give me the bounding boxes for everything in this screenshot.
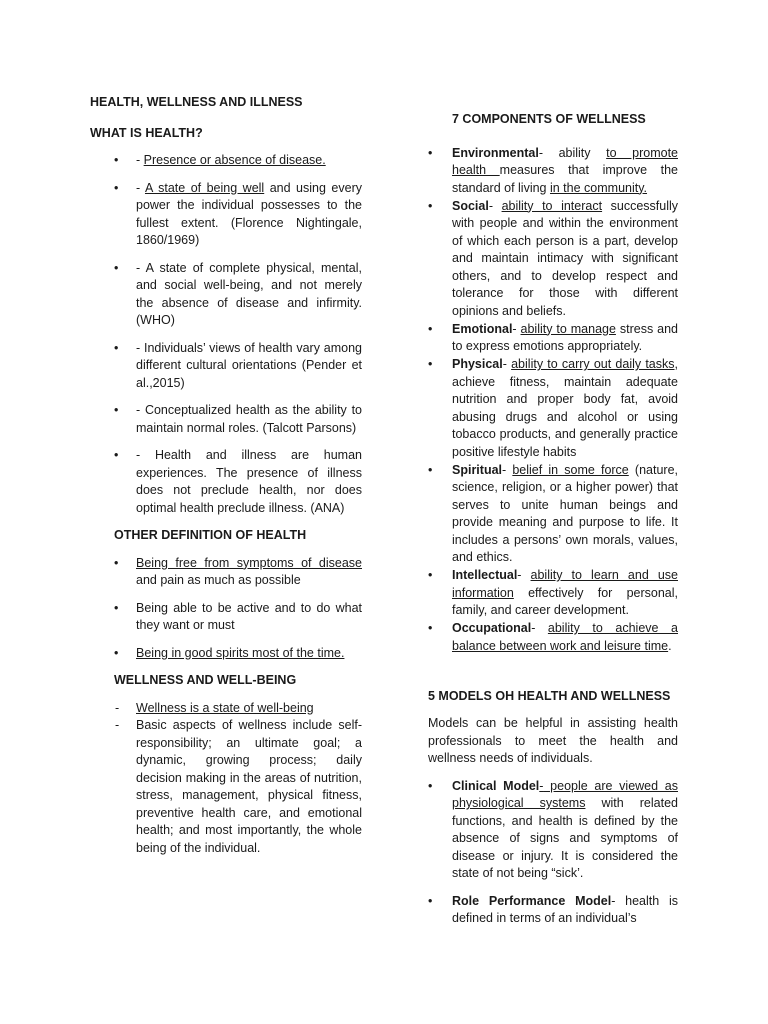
list-item: • Role Performance Model- health is defined in terms of an individual’s (428, 893, 679, 925)
section-heading-wellness: WELLNESS AND WELL-BEING (114, 673, 297, 687)
list-item: • Occupational- ability to achieve a balance between work and leisure time. (428, 621, 678, 653)
list-item: • Being able to be active and to do what they want or must (114, 600, 362, 632)
components-list (428, 145, 678, 656)
right-column (428, 111, 678, 928)
list-item: • - Conceptualized health as the ability to maintain normal roles. (Talcott Parsons) (114, 403, 362, 435)
section-heading-what-is-health: WHAT IS HEALTH? (90, 125, 203, 140)
list-item: • Clinical Model- people are viewed as physiological systems with related functions, and health is defined by the absence of signs and symptoms of disease or injury. It is considered the state of not being “sick’. (428, 778, 678, 880)
list-item: • Social- ability to interact successfully with people and within the environment of which each person is a part, develop and maintain intimacy with significant others, and to develop respect and tolerance for those with different opinions and beliefs. (428, 198, 679, 318)
list-item: • - Health and illness are human experiences. The presence of illness does not preclude health, nor does optimal health preclude illness. (ANA) (114, 448, 363, 515)
list-item: - Basic aspects of wellness include self-responsibility; an ultimate goal; a dynamic, growing process; daily decision making in the areas of nutrition, stress, management, physical fitness, preventive health care, and emotional health; and most importantly, the whole being of the individual. (115, 718, 362, 855)
list-item: • - Individuals’ views of health vary among different cultural orientations (Pender et al.,2015) (114, 340, 362, 390)
wellness-list (90, 700, 362, 858)
section-heading-other-definition: OTHER DEFINITION OF HEALTH (114, 528, 307, 542)
section-heading-components: 7 COMPONENTS OF WELLNESS (452, 112, 646, 126)
list-item: • Being free from symptoms of disease and pain as much as possible (114, 555, 362, 587)
other-definitions-list (90, 555, 362, 663)
list-item: • Environmental- ability to promote health measures that improve the standard of living in the community. (428, 145, 678, 195)
list-item: - Wellness is a state of well-being (115, 700, 314, 715)
list-item: • - A state of being well and using every power the individual possesses to the fullest extent. (Florence Nightingale, 1860/1969) (114, 180, 362, 247)
list-item: • - A state of complete physical, mental, and social well-being, and not merely the absence of disease and infirmity. (WHO) (114, 260, 362, 327)
health-definitions-list (90, 152, 362, 517)
list-item: • Physical- ability to carry out daily tasks, achieve fitness, maintain adequate nutrition and proper body fat, avoid abusing drugs and alcohol or using tobacco products, and generally practice positive lifestyle habits (428, 357, 678, 459)
list-item: • Emotional- ability to manage stress and to express emotions appropriately. (428, 321, 678, 353)
list-item: • - Presence or absence of disease. (114, 153, 326, 167)
section-heading-models: 5 MODELS OH HEALTH AND WELLNESS (428, 688, 671, 703)
list-item: • Being in good spirits most of the time. (114, 645, 345, 660)
models-list (428, 778, 678, 928)
left-column (90, 94, 362, 857)
list-item: • Intellectual- ability to learn and use information effectively for personal, family, and career development. (428, 568, 678, 617)
document-title: HEALTH, WELLNESS AND ILLNESS (90, 95, 303, 109)
models-intro: Models can be helpful in assisting health professionals to meet the health and wellness needs of individuals. (428, 716, 678, 765)
list-item: • Spiritual- belief in some force (nature, science, religion, or a higher power) that serves to unite human beings and provide meaning and purpose to life. It includes a persons’ own morals, values, and ethics. (428, 462, 678, 564)
